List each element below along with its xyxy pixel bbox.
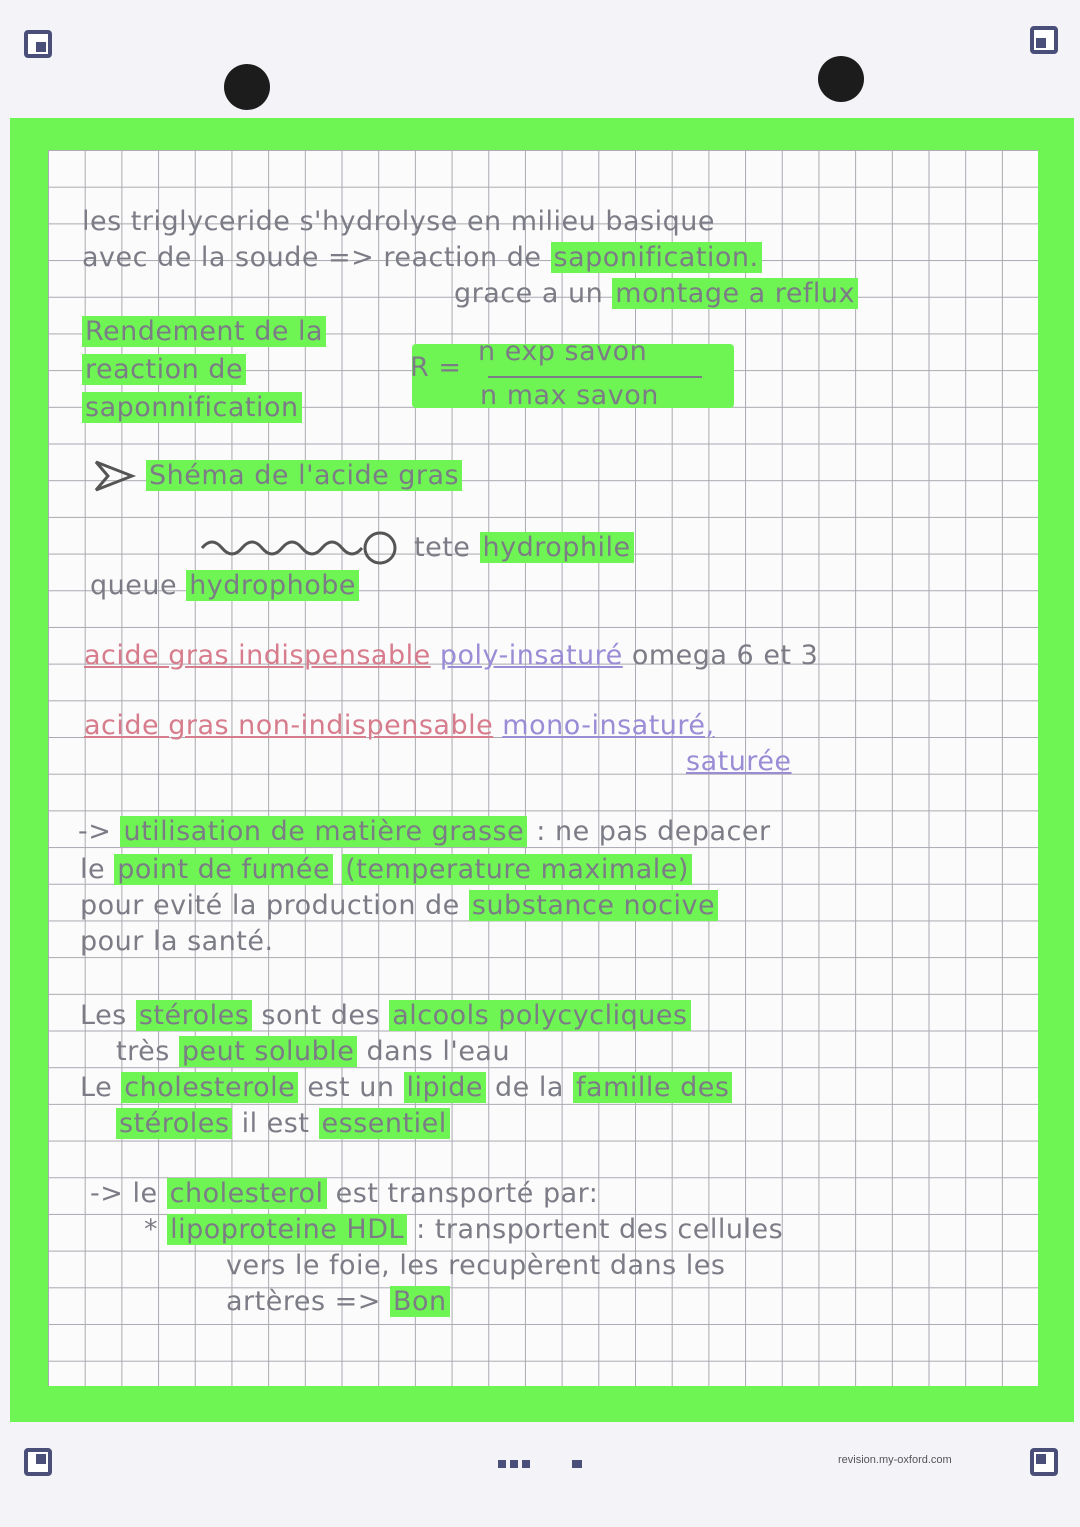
formula-numerator: n exp savon [478,336,648,367]
text-line: reaction de [82,354,246,385]
fraction-bar [488,376,702,378]
arrow-bullet-icon [92,458,138,494]
corner-mark-bottom-left [24,1448,52,1476]
punch-hole-left [224,64,270,110]
highlight: saponification. [551,242,762,273]
formula-label: R = [410,352,462,383]
fatty-acid-diagram-icon [200,526,410,566]
highlight: montage a reflux [612,278,858,309]
text-line: -> le cholesterol est transporté par: [90,1178,599,1209]
text-line: saponnification [82,392,302,423]
corner-mark-top-right [1030,26,1058,54]
text-line: * lipoproteine HDL : transportent des cellules [144,1214,784,1245]
text-line: pour evité la production de substance nocive [80,890,718,921]
text-line: grace a un montage a reflux [454,278,858,309]
footer-url: revision.my-oxford.com [838,1454,952,1466]
text-line: Les stéroles sont des alcools polycycliques [80,1000,691,1031]
text-line: acide gras non-indispensable mono-insaturé, [84,710,715,741]
footer-dot-icon [572,1460,582,1468]
notebook-page [10,118,1074,1422]
text-line: Le cholesterole est un lipide de la famille des [80,1072,732,1103]
label-head: tete hydrophile [414,532,634,563]
text-line: pour la santé. [80,926,274,957]
text-line: les triglyceride s'hydrolyse en milieu basique [82,206,715,237]
text-line: saturée [686,746,792,777]
section-heading: Shéma de l'acide gras [146,460,462,491]
text-line: avec de la soude => reaction de saponification. [82,242,762,273]
label-tail: queue hydrophobe [90,570,359,601]
text-line: stéroles il est essentiel [116,1108,450,1139]
text-line: Rendement de la [82,316,326,347]
punch-hole-right [818,56,864,102]
text-line: -> utilisation de matière grasse : ne pas depacer [78,816,771,847]
corner-mark-bottom-right [1030,1448,1058,1476]
corner-mark-top-left [24,30,52,58]
text-line: vers le foie, les recupèrent dans les [226,1250,726,1281]
text-line: très peut soluble dans l'eau [116,1036,511,1067]
text-line: le point de fumée (temperature maximale) [80,854,692,885]
footer-dots-icon [498,1460,530,1468]
text-line: acide gras indispensable poly-insaturé omega 6 et 3 [84,640,819,671]
formula-denominator: n max savon [480,380,659,411]
text-line: artères => Bon [226,1286,450,1317]
